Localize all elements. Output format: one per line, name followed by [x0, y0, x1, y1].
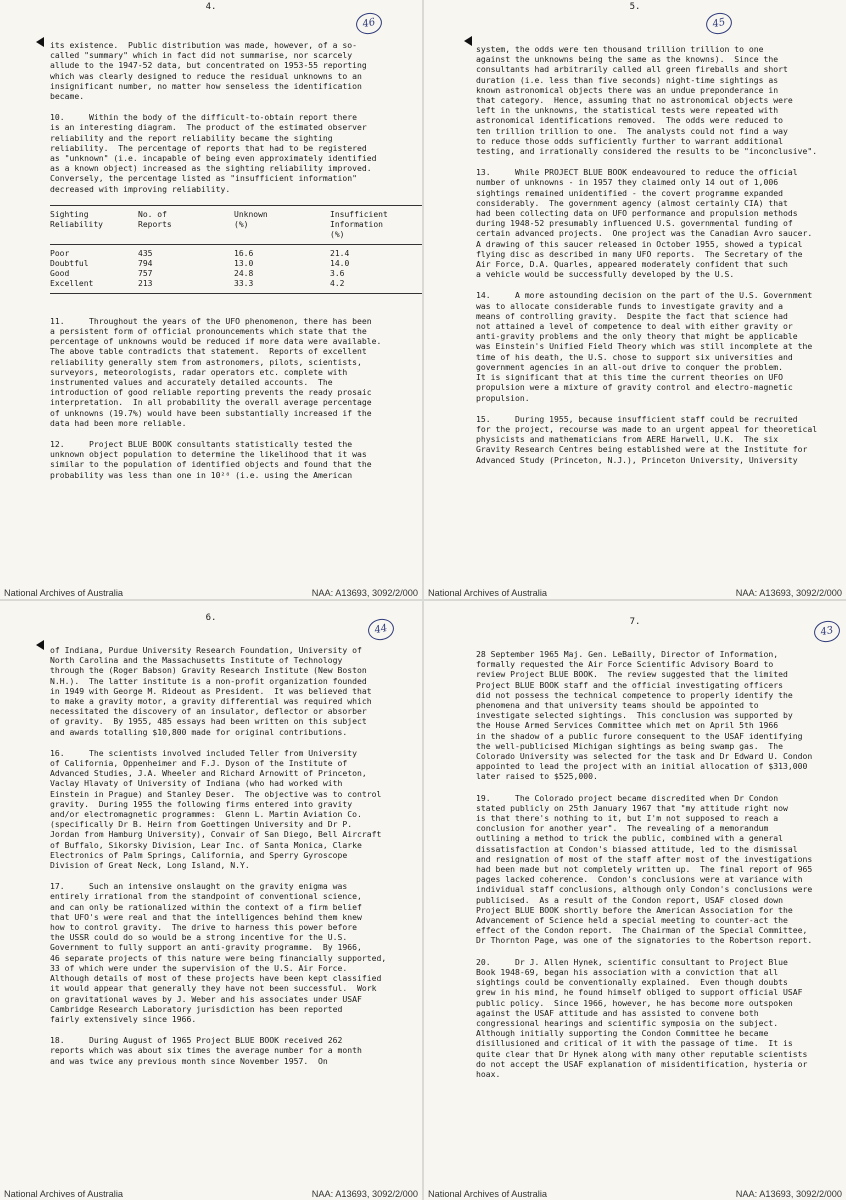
paragraph: of Indiana, Purdue University Research Foundation, University of North Carolina and the Massachusetts Institute of Technology through the (Roger Babson) Gravity Research Institute (New Boston N.H.). The latter institute is a non-profit organization founded in 1949 with George M. Rideout as President. It was believed that to make a gravity motor, a gravity differential was required which necessitated the discovery of an insulator, deflector or absorber of gravity. By 1955, 485 essays had been written on this subject and awards totalling $10,800 made for original contributions. — [50, 645, 372, 737]
table-cell: 4.2 — [330, 278, 345, 288]
table-cell: Good — [50, 268, 70, 278]
paragraph: 28 September 1965 Maj. Gen. LeBailly, Director of Information, formally requested the Air Force Scientific Advisory Board to review Project BLUE BOOK. The review suggested that the limited Project BLUE BOOK staff and the official investigating officers did not possess the technical competence to properly identify the phenomena and that university teams should be appointed to investigate selected sightings. This conclusion was supported by the House Armed Services Committee which met on April 5th 1966 in the shadow of a public furore consequent to the USAF identifying the well-publicised Michigan sightings as being swamp gas. The Colorado University was selected for the task and Dr Edward U. Condon appointed to lead the project with an initial allocation of $313,000 later raised to $525,000. — [476, 649, 813, 782]
paragraph-12: 12. Project BLUE BOOK consultants statistically tested the unknown object population to determine the likelihood that it was similar to the population of identified objects and found that the probability was less than one in 10²⁸ (i.e. using the American — [50, 439, 372, 480]
table-cell: 794 — [138, 258, 153, 268]
page-text — [476, 44, 817, 476]
table-header-rule — [50, 244, 422, 245]
footer-source: National Archives of Australia — [4, 588, 123, 598]
table-cell: 3.6 — [330, 268, 345, 278]
table-header: Insufficient Information (%) — [330, 209, 388, 239]
handwritten-folio-number: 43 — [812, 619, 842, 645]
table-cell: 14.0 — [330, 258, 350, 268]
footer-source: National Archives of Australia — [4, 1189, 123, 1199]
table-top-rule — [50, 205, 422, 206]
paragraph-19: 19. The Colorado project became discredited when Dr Condon stated publicly on 25th January 1967 that "my attitude right now is that there's nothing to it, but I'm not supposed to reach a conclusion for another year". The revealing of a memorandum outlining a method to trick the public, combined with a general dissatisfaction at Condon's biassed attitude, led to the dismissal and resignation of most of the staff after most of the investigations had been made but not completely written up. The final report of 965 pages lacked coherence. Condon's conclusions were at variance with individual staff conclusions, although only Condon's conclusions were publicised. As a result of the Condon report, USAF closed down Project BLUE BOOK shortly before the American Association for the Advancement of Science held a special meeting to counter-act the effect of the Condon report. The Chairman of the Special Committee, Dr Thornton Page, was one of the signatories to the Robertson report. — [476, 792, 813, 946]
table-cell: 16.6 — [234, 248, 254, 258]
footer-reference: NAA: A13693, 3092/2/000 — [735, 1189, 842, 1199]
document-page-5 — [424, 0, 846, 599]
table-row — [50, 279, 420, 289]
archive-footer — [428, 1189, 842, 1199]
table-cell: Poor — [50, 248, 70, 258]
table-cell: Doubtful — [50, 258, 89, 268]
document-page-6 — [0, 601, 422, 1200]
page-text — [50, 40, 422, 491]
table-row — [50, 249, 420, 259]
table-header-row — [50, 210, 420, 240]
table-header: Unknown (%) — [234, 209, 268, 229]
paragraph: its existence. Public distribution was made, however, of a so- called "summary" which in fact did not summarise, nor scarcely allude to the 1947-52 data, but concentrated on 1953-55 reporting which was clearly designed to reduce the residual unknowns to an insignificant number, no matter how senseless the identification became. — [50, 40, 367, 102]
table-cell: 435 — [138, 248, 153, 258]
footer-source: National Archives of Australia — [428, 1189, 547, 1199]
archive-footer — [4, 1189, 418, 1199]
table-cell: Excellent — [50, 278, 94, 288]
handwritten-folio-number: 46 — [354, 11, 384, 37]
page-number: 7. — [629, 617, 641, 627]
table-row — [50, 259, 420, 269]
table-header: No. of Reports — [138, 209, 172, 229]
table-cell: 213 — [138, 278, 153, 288]
page-number: 4. — [205, 2, 217, 12]
page-number: 5. — [629, 2, 641, 12]
paragraph-17: 17. Such an intensive onslaught on the gravity enigma was entirely irrational from the standpoint of conventional science, and can only be rationalized within the context of a firm belief that UFO's were real and that the intelligences behind them knew how to control gravity. The drive to harness this power before the USSR could do so would be a strong incentive for the U.S. Government to fully support an anti-gravity programme. By 1966, 46 separate projects of this nature were being financially supported, 33 of which were under the supervision of the U.S. Air Force. Although details of most of these projects have been kept classified it would appear that generally they have not been successful. Work on gravitational waves by J. Weber and his associates under USAF Cambridge Research Laboratory jurisdiction has been reported fairly extensively since 1966. — [50, 881, 387, 1024]
page-text — [476, 649, 812, 1090]
table-cell: 757 — [138, 268, 153, 278]
page-text — [50, 645, 386, 1077]
document-page-7 — [424, 601, 846, 1200]
punch-hole-icon — [464, 36, 472, 46]
paragraph: system, the odds were ten thousand trillion trillion to one against the unknowns being the same as the knowns). Since the consultants had arbitrarily called all green fireballs and short duration (i.e. less than five seconds) night-time sightings as known astronomical objects there was an undue preponderance in that category. Hence, assuming that no astronomical objects were left in the unknowns, the statistical tests were repeated with astronomical identifications removed. The odds were reduced to ten trillion trillion to one. The analysts could not find a way to reduce those odds sufficiently further to warrant additional testing, and irrationally considered the results to be "inconclusive". — [476, 44, 818, 157]
reliability-table — [50, 210, 420, 240]
page-number: 6. — [205, 613, 217, 623]
archive-footer — [4, 588, 418, 598]
paragraph-13: 13. While PROJECT BLUE BOOK endeavoured to reduce the official number of unknowns - in 1957 they claimed only 14 out of 1,006 sightings remained unidentified - the covert programme expanded considerably. The government agency (almost certainly CIA) that had been collecting data on UFO performance and propulsion methods during 1948-52 presumably influenced U.S. governmental funding of certain advanced projects. One project was the Canadian Avro saucer. A drawing of this saucer released in October 1955, showed a typical flying disc as described in many UFO reports. The Secretary of the Air Force, D.A. Quarles, appeared moderately confident that such a vehicle would be successfully developed by the U.S. — [476, 167, 813, 280]
table-cell: 21.4 — [330, 248, 350, 258]
footer-reference: NAA: A13693, 3092/2/000 — [311, 1189, 418, 1199]
table-cell: 13.0 — [234, 258, 254, 268]
paragraph-14: 14. A more astounding decision on the part of the U.S. Government was to allocate considerable funds to investigate gravity and a means of controlling gravity. Despite the fact that science had not attained a level of competence to deal with either gravity or anti-gravity problems and the only theory that might be applicable was Einstein's Unified Field Theory which was still incomplete at the time of his death, the U.S. chose to support six universities and government agencies in an all-out drive to conquer the problem. It is significant that at this time the current theories on UFO propulsion were a mixture of gravity control and electro-magnetic propulsion. — [476, 290, 813, 403]
handwritten-folio-number: 44 — [366, 617, 396, 643]
table-header: Sighting Reliability — [50, 209, 103, 229]
paragraph-15: 15. During 1955, because insufficient staff could be recruited for the project, recourse was made to an urgent appeal for theoretical physicists and mathematicians from AERE Harwell, U.K. The six Gravity Research Centres being established were at the Institute for Advanced Study (Princeton, N.J.), Princeton University, University — [476, 413, 818, 465]
paragraph-10: 10. Within the body of the difficult-to-obtain report there is an interesting diagram. The product of the estimated observer reliability and the report reliability became the sighting reliability. The percentage of reports that had to be registered as "unknown" (i.e. incapable of being even approximately identified as a known object) increased as the sighting reliability improved. Conversely, the percentage listed as "insufficient information" decreased with improving reliability. — [50, 112, 377, 194]
document-page-4 — [0, 0, 422, 599]
punch-hole-icon — [36, 640, 44, 650]
paragraph-18: 18. During August of 1965 Project BLUE BOOK received 262 reports which was about six times the average number for a month and was twice any previous month since November 1957. On — [50, 1035, 362, 1066]
footer-reference: NAA: A13693, 3092/2/000 — [735, 588, 842, 598]
table-bottom-rule — [50, 293, 422, 294]
paragraph-20: 20. Dr J. Allen Hynek, scientific consultant to Project Blue Book 1948-69, began his association with a conviction that all sightings could be conventionally explained. Even though doubts grew in his mind, he found himself obliged to support official USAF public policy. Since 1966, however, he has become more outspoken against the USAF attitude and has assisted to convene both congressional hearings and scientific symposia on the subject. Although initially supporting the Condon Committee he became disillusioned and critical of it with the passage of time. It is quite clear that Dr Hynek along with many other reputable scientists do not accept the USAF explanation of misidentification, hysteria or hoax. — [476, 956, 808, 1079]
footer-reference: NAA: A13693, 3092/2/000 — [311, 588, 418, 598]
table-cell: 33.3 — [234, 278, 254, 288]
paragraph-16: 16. The scientists involved included Teller from University of California, Oppenheimer and F.J. Dyson of the Institute of Advanced Studies, J.A. Wheeler and Richard Arnowitt of Princeton, Vaclay Hlavaty of University of Indiana (who had worked with Einstein in Prague) and Stanley Deser. The objective was to control gravity. During 1955 the following firms entered into gravity and/or electromagnetic programmes: Glenn L. Martin Aviation Co. (specifically Dr B. Heirn from Goettingen University and Dr P. Jordan from Hamburg University), Convair of San Diego, Bell Aircraft of Buffalo, Sikorsky Division, Lear Inc. of Santa Monica, Clarke Electronics of Palm Springs, California, and Sperry Gyroscope Division of Great Neck, Long Island, N.Y. — [50, 747, 382, 871]
footer-source: National Archives of Australia — [428, 588, 547, 598]
punch-hole-icon — [36, 37, 44, 47]
reliability-table-body — [50, 249, 420, 289]
table-cell: 24.8 — [234, 268, 254, 278]
archive-footer — [428, 588, 842, 598]
table-row — [50, 269, 420, 279]
paragraph-11: 11. Throughout the years of the UFO phenomenon, there has been a persistent form of official pronouncements which state that the percentage of unknowns would be reduced if more data were available. The above table contradicts that statement. Reports of excellent reliability generally stem from astronomers, pilots, scientists, surveyors, meteorologists, radar operators etc. complete with instrumented values and accurately detailed accounts. The introduction of good reliable reporting prevents the ready prosaic interpretation. In all probability the overall average percentage of unknowns (19.7%) would have been substantially increased if the data had been more reliable. — [50, 315, 382, 428]
handwritten-folio-number: 45 — [704, 11, 734, 37]
